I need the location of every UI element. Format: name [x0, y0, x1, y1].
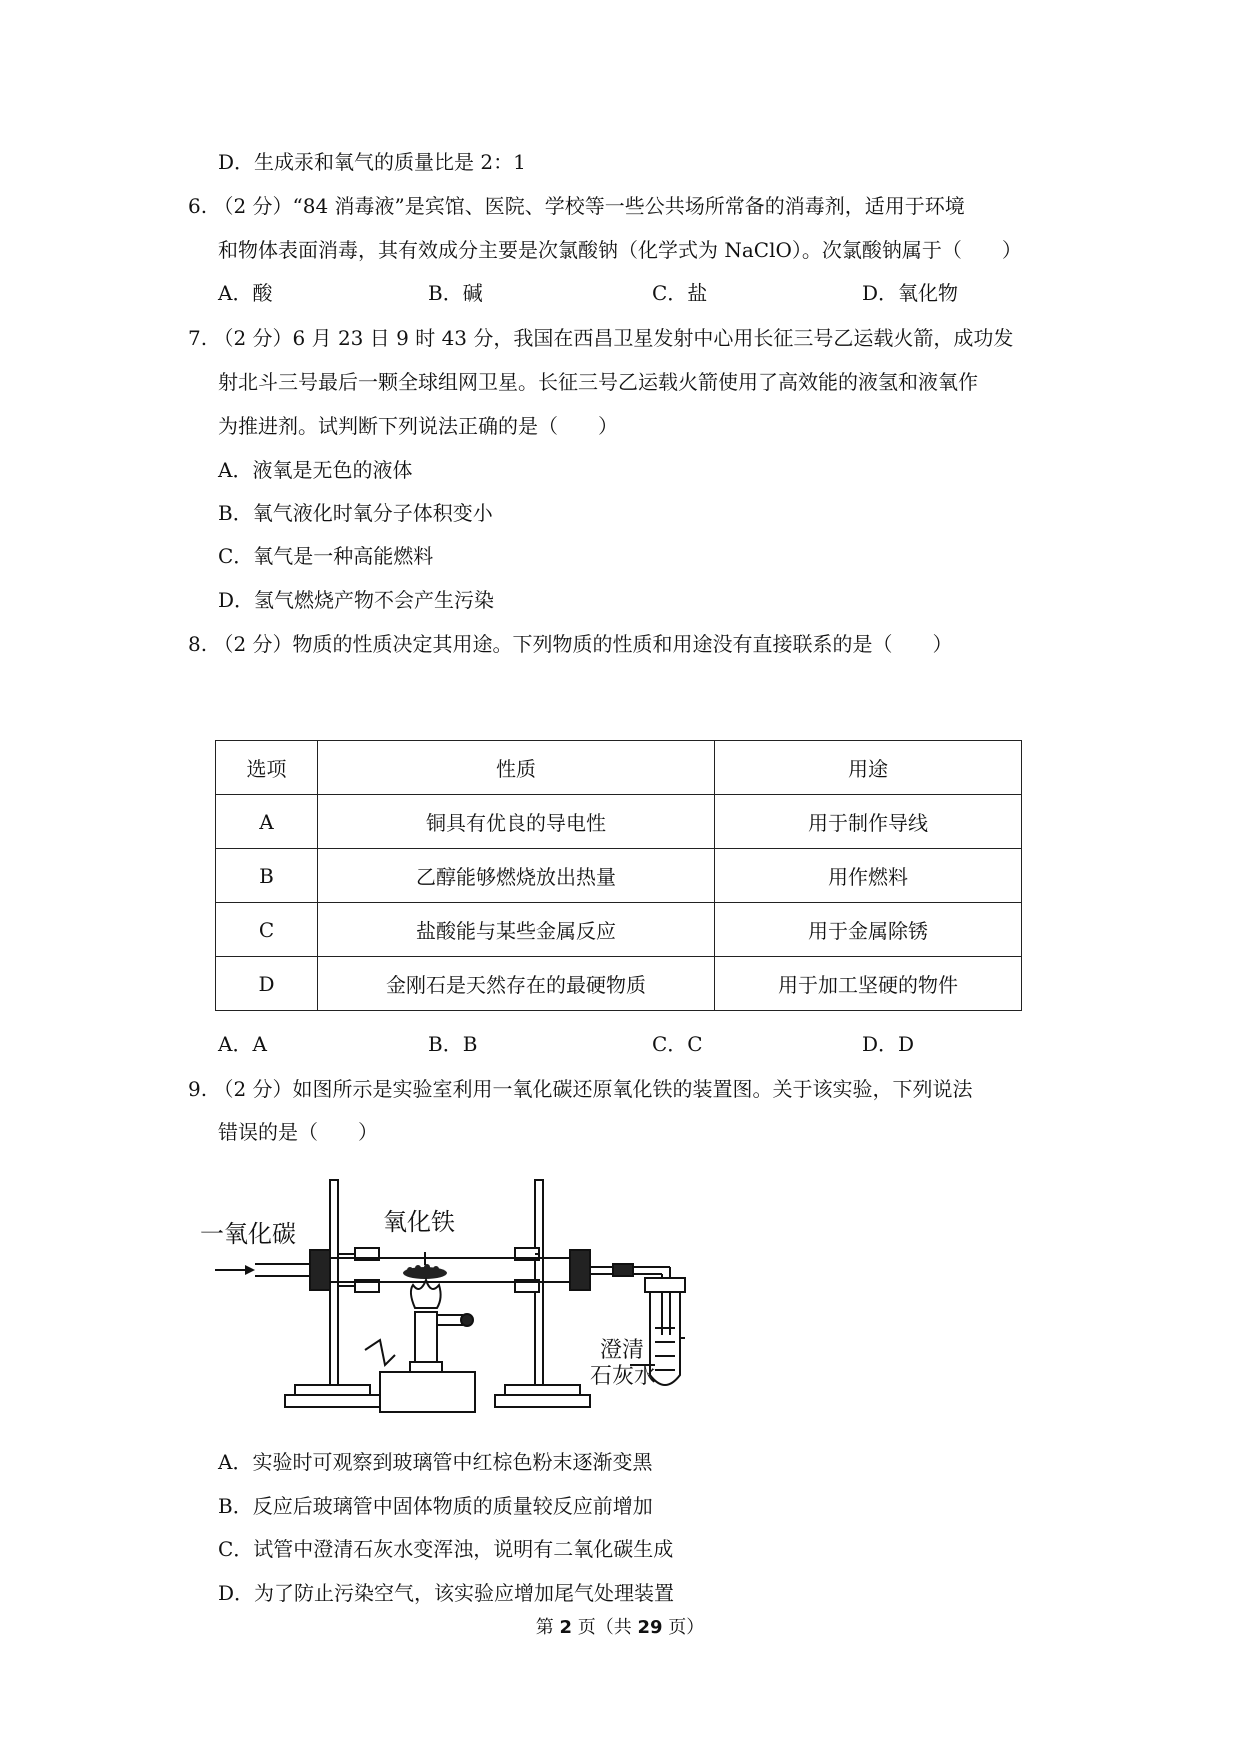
table-cell: 乙醇能够燃烧放出热量 [318, 849, 715, 903]
table-row [216, 795, 1022, 849]
table-header-cell: 性质 [318, 741, 715, 795]
table-cell: B [216, 849, 318, 903]
table-row [216, 849, 1022, 903]
table-cell: 金刚石是天然存在的最硬物质 [318, 957, 715, 1011]
q8-table [215, 740, 1022, 1011]
q7-stem-line2: 射北斗三号最后一颗全球组网卫星。长征三号乙运载火箭使用了高效能的液氢和液氧作 [218, 370, 978, 394]
table-cell: C [216, 903, 318, 957]
flame-icon [411, 1280, 441, 1308]
table-cell: 盐酸能与某些金属反应 [318, 903, 715, 957]
table-cell: D [216, 957, 318, 1011]
table-cell: 用作燃料 [715, 849, 1022, 903]
co-reduction-apparatus-figure [200, 1180, 725, 1420]
footer-middle: 页（共 [572, 1617, 638, 1638]
table-header-cell: 选项 [216, 741, 318, 795]
q6-option-a: A．酸 [218, 281, 273, 305]
label-iron-oxide: 氧化铁 [383, 1208, 455, 1236]
q6-option-c: C．盐 [652, 281, 708, 305]
table-row [216, 957, 1022, 1011]
iron-oxide-powder [403, 1264, 447, 1279]
q9-stem-line1: 9. （2 分）如图所示是实验室利用一氧化碳还原氧化铁的装置图。关于该实验，下列说法 [188, 1077, 973, 1101]
table-header-row [216, 741, 1022, 795]
q7-option-a: A．液氧是无色的液体 [218, 458, 413, 482]
q9-option-b: B．反应后玻璃管中固体物质的质量较反应前增加 [218, 1494, 653, 1518]
arrow-right-icon [245, 1265, 255, 1275]
table-cell: A [216, 795, 318, 849]
q8-option-b: B．B [428, 1032, 478, 1056]
q7-stem-line3: 为推进剂。试判断下列说法正确的是（ ） [218, 414, 618, 438]
label-limewater-line2: 石灰水 [590, 1364, 657, 1389]
label-limewater-line1: 澄清 [600, 1338, 645, 1363]
q8-option-d: D．D [862, 1032, 915, 1056]
q7-option-c: C．氧气是一种高能燃料 [218, 544, 434, 568]
q6-option-b: B．碱 [428, 281, 483, 305]
q9-stem-line2: 错误的是（ ） [218, 1120, 378, 1144]
table-cell: 用于加工坚硬的物件 [715, 957, 1022, 1011]
footer-suffix: 页） [662, 1617, 705, 1638]
q8-option-c: C．C [652, 1032, 703, 1056]
q5-option-d: D．生成汞和氧气的质量比是 2：1 [218, 150, 526, 174]
q6-stem-line2: 和物体表面消毒，其有效成分主要是次氯酸钠（化学式为 NaClO）。次氯酸钠属于（ ） [218, 238, 1022, 262]
page-footer [0, 1613, 1240, 1639]
footer-total-pages: 29 [637, 1617, 663, 1638]
table-cell: 铜具有优良的导电性 [318, 795, 715, 849]
q7-stem-line1: 7. （2 分）6 月 23 日 9 时 43 分，我国在西昌卫星发射中心用长征三号乙运载火箭，成功发 [188, 326, 1014, 350]
table-header-cell: 用途 [715, 741, 1022, 795]
q8-stem: 8. （2 分）物质的性质决定其用途。下列物质的性质和用途没有直接联系的是（ ） [188, 632, 953, 656]
table-cell: 用于金属除锈 [715, 903, 1022, 957]
q7-option-b: B．氧气液化时氧分子体积变小 [218, 501, 493, 525]
footer-prefix: 第 [535, 1617, 560, 1638]
q6-option-d: D．氧化物 [862, 281, 959, 305]
q9-option-d: D．为了防止污染空气，该实验应增加尾气处理装置 [218, 1581, 675, 1605]
q7-option-d: D．氢气燃烧产物不会产生污染 [218, 588, 495, 612]
q8-option-a: A．A [218, 1032, 267, 1056]
footer-page-number: 2 [559, 1617, 572, 1638]
table-row [216, 903, 1022, 957]
q9-option-a: A．实验时可观察到玻璃管中红棕色粉末逐渐变黑 [218, 1450, 653, 1474]
q9-option-c: C．试管中澄清石灰水变浑浊，说明有二氧化碳生成 [218, 1537, 674, 1561]
q6-stem-line1: 6. （2 分）“84 消毒液”是宾馆、医院、学校等一些公共场所常备的消毒剂，适用于环境 [188, 194, 965, 218]
table-cell: 用于制作导线 [715, 795, 1022, 849]
label-carbon-monoxide: 一氧化碳 [200, 1220, 296, 1248]
